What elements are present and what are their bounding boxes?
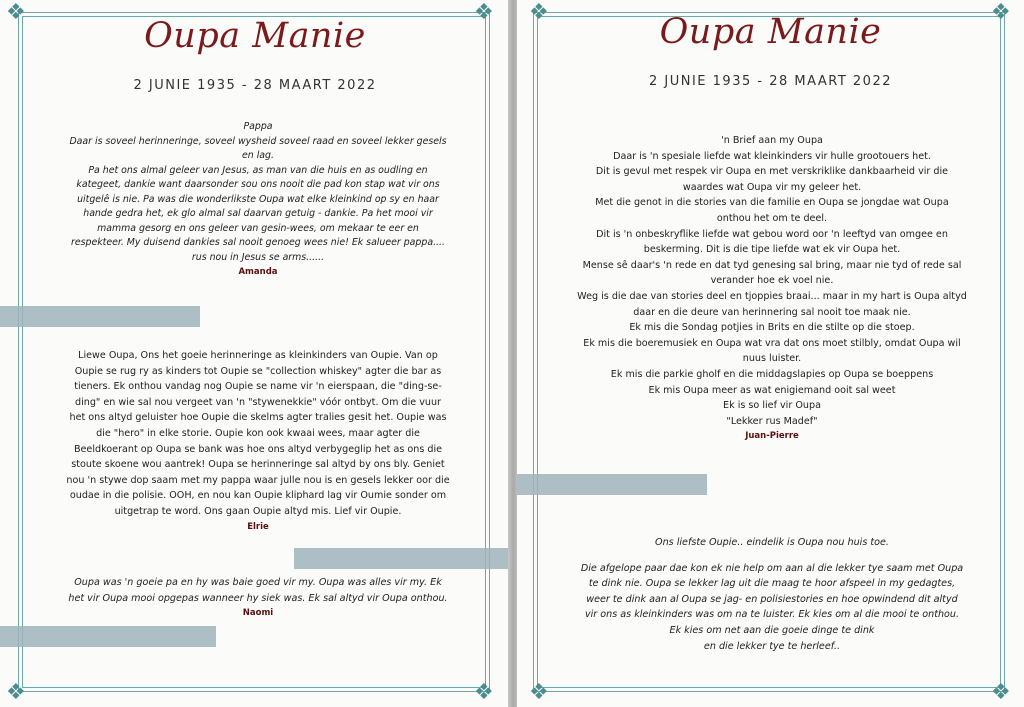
tribute-elrie <box>44 348 472 535</box>
page-title: Oupa Manie <box>144 16 366 56</box>
signature: Elrie <box>247 521 269 532</box>
signature: Juan-Pierre <box>745 431 799 442</box>
tribute-line: Ek kies om net aan die goeie dinge te dink <box>669 624 875 636</box>
tribute-amanda <box>48 120 468 280</box>
corner-ornament-icon: ❖ <box>474 0 494 25</box>
tribute-juan-pierre <box>557 133 987 445</box>
corner-ornament-icon: ❖ <box>991 0 1011 25</box>
corner-ornament-icon: ❖ <box>6 0 26 25</box>
tribute-line: verander hoe ek voel nie. <box>710 275 834 287</box>
tribute-line: stoute skoene wou aantrek! Oupa se herinneringe sal altyd by ons bly. Geniet <box>71 459 445 471</box>
tribute-line: Liewe Oupa, Ons het goeie herinneringe as kleinkinders van Oupie. Van op <box>78 350 438 361</box>
page-title: Oupa Manie <box>659 12 882 52</box>
tribute-line: te dink nie. Oupa se lekker lag uit die maag te hoor afspeel in my gedagtes, <box>588 578 956 590</box>
left-page <box>0 0 510 707</box>
tribute-line: nuus luister. <box>742 353 802 365</box>
tribute-naomi <box>44 575 472 622</box>
tribute-line: Dit is gevul met respek vir Oupa en met verskriklike dankbaarheid vir die <box>595 166 949 178</box>
tribute-line: Weg is die dae van stories deel en tjoppies braai... maar in my hart is Oupa altyd <box>577 290 967 302</box>
tribute-line: Ek mis die Sondag potjies in Brits en die stilte op die stoep. <box>629 322 915 334</box>
tribute-line: het vir Oupa mooi opgepas wanneer hy siek was. Ek sal altyd vir Oupa onthou. <box>68 592 448 604</box>
tribute-line: Pappa <box>243 121 273 132</box>
accent-bar <box>0 626 216 647</box>
tribute-line: Dit is 'n onbeskryflike liefde wat gebou word oor 'n leeftyd van omgee en <box>596 228 948 240</box>
tribute-line: mamma gesorg en ons geleer van gesin-wees, om mekaar te eer en <box>97 222 419 234</box>
tribute-line: Daar is 'n spesiale liefde wat kleinkinders vir hulle grootouers het. <box>613 150 931 162</box>
tribute-intro: Ons liefste Oupie.. eindelik is Oupa nou huis toe. <box>655 537 889 548</box>
signature: Amanda <box>238 267 278 277</box>
tribute-line: Die afgelope paar dae kon ek nie help om aan al die lekker tye saam met Oupa <box>580 562 964 574</box>
corner-ornament-icon: ❖ <box>6 680 26 705</box>
tribute-line: hande gedra het, ek glo almal sal daarvan getuig - dankie. Pa het mooi vir <box>83 208 433 219</box>
tribute-line: Met die genot in die stories van die familie en Oupa se jongdae wat Oupa <box>595 197 949 209</box>
tribute-family-closing <box>567 535 977 654</box>
tribute-line: Ek is so lief vir Oupa <box>723 400 821 412</box>
accent-bar <box>517 474 707 495</box>
tribute-line: rus nou in Jesus se arms...... <box>191 251 325 263</box>
tribute-line: Beeldkoerant op Oupa se bank was hoe ons altyd verbygeglip het as ons die <box>73 443 443 455</box>
tribute-line: oudae in die polisie. OOH, en nou kan Oupie kliphard lag vir Oumie sonder om <box>69 490 447 502</box>
tribute-line: kategeet, dankie want daarsonder sou ons nooit die pad kon stap wat vir ons <box>76 179 440 190</box>
tribute-line: tieners. Ek onthou vandag nog Oupie se name vir 'n eierspaan, die "ding-se- <box>74 381 442 393</box>
tribute-line: ding" en wie sal nou vergeet van 'n "stywenekkie" vóór ontbyt. Om die vuur <box>75 396 441 408</box>
corner-ornament-icon: ❖ <box>991 680 1011 705</box>
tribute-line: "Lekker rus Madef" <box>726 415 818 427</box>
signature: Naomi <box>242 608 274 619</box>
tribute-line: onthou het om te deel. <box>716 212 828 224</box>
tribute-line: Daar is soveel herinneringe, soveel wysheid soveel raad en soveel lekker gesels <box>69 135 447 147</box>
tribute-line: uitgelê is nie. Pa was die wonderlikste Oupa wat elke kleinkind op sy en haar <box>77 193 439 205</box>
corner-ornament-icon: ❖ <box>529 0 549 25</box>
tribute-line: Pa het ons almal geleer van Jesus, as man van die huis en as oudling en <box>88 164 428 176</box>
tribute-line: Oupa was 'n goeie pa en hy was baie goed vir my. Oupa was alles vir my. Ek <box>74 577 442 588</box>
life-dates: 2 JUNIE 1935 - 28 MAART 2022 <box>133 78 377 93</box>
tribute-line: waardes wat Oupa vir my geleer het. <box>682 181 862 193</box>
tribute-line: Ek mis Oupa meer as wat enigiemand ooit sal weet <box>648 384 896 396</box>
tribute-line: 'n Brief aan my Oupa <box>721 135 823 146</box>
tribute-line: uitgetrap te word. Ons gaan Oupie altyd mis. Lief vir Oupie. <box>114 505 402 517</box>
tribute-line: en die lekker tye te herleef.. <box>703 640 841 652</box>
tribute-line: Oupie se rug ry as kinders tot Oupie se "collection whiskey" agter die bar as <box>74 365 442 377</box>
tribute-line: vir ons as kleinkinders was om na te luister. Ek kies om al die mooi te onthou. <box>584 609 960 621</box>
accent-bar <box>0 306 200 327</box>
tribute-line: weer te dink aan al Oupa se jag- en polisiestories en hoe opwindend dit altyd <box>586 593 958 605</box>
tribute-line: daar en die deure van herinnering sal nooit toe maak nie. <box>633 306 911 318</box>
tribute-line: nou 'n stywe dop saam met my pappa waar julle nou is en gesels lekker oor die <box>66 474 450 486</box>
right-page <box>517 0 1024 707</box>
corner-ornament-icon: ❖ <box>474 680 494 705</box>
tribute-line: en lag. <box>242 150 274 161</box>
life-dates: 2 JUNIE 1935 - 28 MAART 2022 <box>649 74 892 89</box>
tribute-line: het ons altyd geluister hoe Oupie die skelms agter tralies gesit het. Oupie was <box>69 412 447 424</box>
tribute-line: Ek mis die parkie gholf en die middagslapies op Oupa se boeppens <box>610 368 934 380</box>
accent-bar <box>294 548 510 569</box>
corner-ornament-icon: ❖ <box>529 680 549 705</box>
tribute-line: beskerming. Dit is die tipe liefde wat ek vir Oupa het. <box>643 244 901 256</box>
tribute-line: Mense sê daar's 'n rede en dat tyd genesing sal bring, maar nie tyd of rede sal <box>582 259 962 271</box>
tribute-line: respekteer. My duisend dankies sal nooit genoeg wees nie! Ek salueer pappa.... <box>70 237 445 248</box>
tribute-line: Ek mis die boeremusiek en Oupa wat vra dat ons moet stilbly, omdat Oupa wil <box>583 337 961 349</box>
tribute-line: die "hero" in elke storie. Oupie kon ook kwaai wees, maar agter die <box>96 427 420 439</box>
